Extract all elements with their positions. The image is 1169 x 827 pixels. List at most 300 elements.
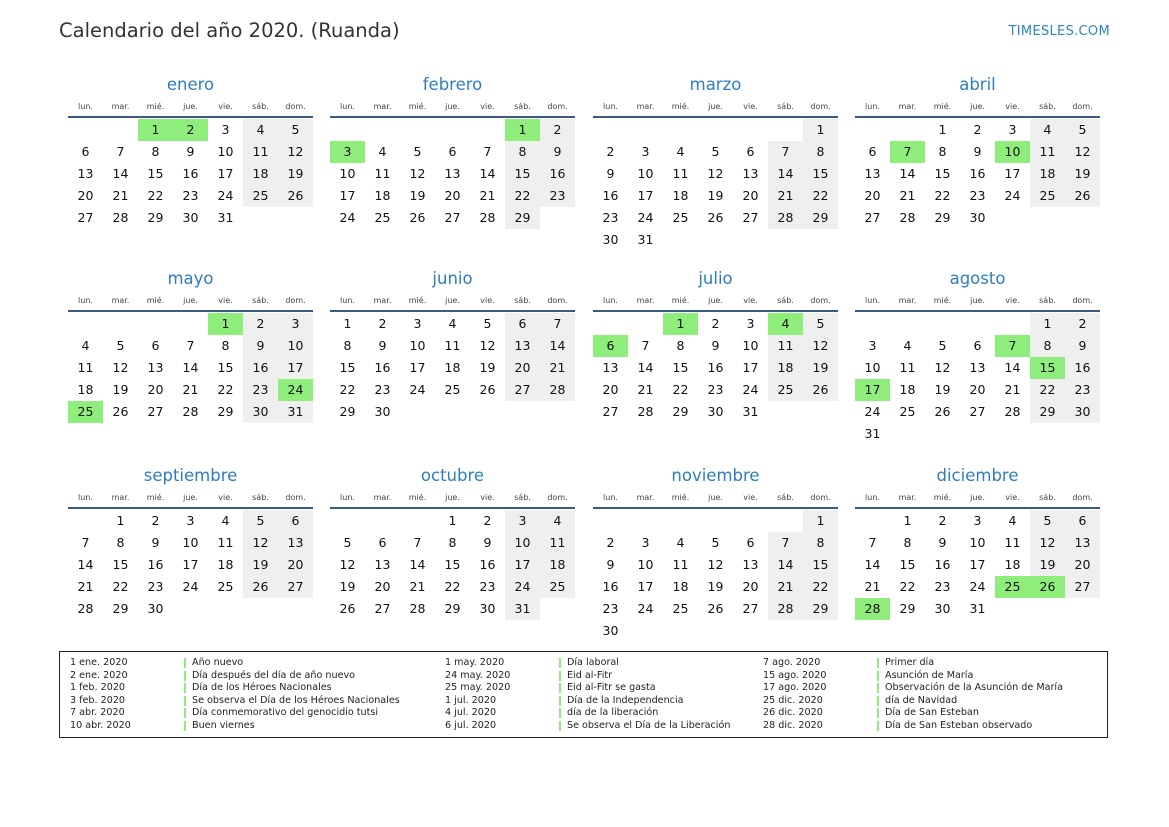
day-cell[interactable]: 20 xyxy=(374,579,391,594)
holiday-day-cell[interactable]: 10 xyxy=(995,141,1030,163)
day-cell[interactable]: 5 xyxy=(413,144,422,159)
day-cell[interactable]: 12 xyxy=(409,166,426,181)
day-cell[interactable]: 9 xyxy=(378,338,387,353)
day-cell[interactable]: 3 xyxy=(413,316,422,331)
day-cell[interactable]: 12 xyxy=(1030,532,1065,554)
day-cell[interactable]: 27 xyxy=(864,210,881,225)
day-cell[interactable]: 14 xyxy=(540,335,575,357)
day-cell[interactable]: 26 xyxy=(409,210,426,225)
day-cell[interactable]: 7 xyxy=(641,338,650,353)
day-cell[interactable]: 17 xyxy=(637,579,654,594)
day-cell[interactable]: 12 xyxy=(803,335,838,357)
day-cell[interactable]: 6 xyxy=(746,144,755,159)
day-cell[interactable]: 23 xyxy=(969,188,986,203)
day-cell[interactable]: 25 xyxy=(217,579,234,594)
day-cell[interactable]: 29 xyxy=(803,207,838,229)
day-cell[interactable]: 29 xyxy=(339,404,356,419)
day-cell[interactable]: 5 xyxy=(243,510,278,532)
day-cell[interactable]: 18 xyxy=(1030,163,1065,185)
day-cell[interactable]: 26 xyxy=(934,404,951,419)
day-cell[interactable]: 11 xyxy=(1004,535,1021,550)
day-cell[interactable]: 12 xyxy=(707,166,724,181)
day-cell[interactable]: 8 xyxy=(151,144,160,159)
day-cell[interactable]: 6 xyxy=(278,510,313,532)
day-cell[interactable]: 2 xyxy=(1065,313,1100,335)
day-cell[interactable]: 7 xyxy=(768,141,803,163)
day-cell[interactable]: 31 xyxy=(637,232,654,247)
day-cell[interactable]: 16 xyxy=(1065,357,1100,379)
day-cell[interactable]: 8 xyxy=(676,338,685,353)
day-cell[interactable]: 24 xyxy=(182,579,199,594)
day-cell[interactable]: 9 xyxy=(973,144,982,159)
day-cell[interactable]: 23 xyxy=(1065,379,1100,401)
day-cell[interactable]: 22 xyxy=(934,188,951,203)
day-cell[interactable]: 6 xyxy=(746,535,755,550)
day-cell[interactable]: 18 xyxy=(899,382,916,397)
day-cell[interactable]: 23 xyxy=(602,601,619,616)
day-cell[interactable]: 1 xyxy=(803,510,838,532)
day-cell[interactable]: 15 xyxy=(112,557,129,572)
day-cell[interactable]: 9 xyxy=(1065,335,1100,357)
day-cell[interactable]: 26 xyxy=(278,185,313,207)
day-cell[interactable]: 22 xyxy=(147,188,164,203)
day-cell[interactable]: 10 xyxy=(864,360,881,375)
day-cell[interactable]: 28 xyxy=(637,404,654,419)
day-cell[interactable]: 14 xyxy=(899,166,916,181)
day-cell[interactable]: 9 xyxy=(151,535,160,550)
day-cell[interactable]: 17 xyxy=(182,557,199,572)
day-cell[interactable]: 22 xyxy=(803,576,838,598)
day-cell[interactable]: 15 xyxy=(147,166,164,181)
day-cell[interactable]: 21 xyxy=(479,188,496,203)
day-cell[interactable]: 21 xyxy=(77,579,94,594)
holiday-day-cell[interactable]: 7 xyxy=(890,141,925,163)
day-cell[interactable]: 13 xyxy=(374,557,391,572)
day-cell[interactable]: 31 xyxy=(864,426,881,441)
day-cell[interactable]: 19 xyxy=(278,163,313,185)
day-cell[interactable]: 7 xyxy=(768,532,803,554)
day-cell[interactable]: 30 xyxy=(147,601,164,616)
day-cell[interactable]: 26 xyxy=(707,601,724,616)
day-cell[interactable]: 19 xyxy=(934,382,951,397)
day-cell[interactable]: 15 xyxy=(803,554,838,576)
day-cell[interactable]: 11 xyxy=(768,335,803,357)
day-cell[interactable]: 28 xyxy=(540,379,575,401)
day-cell[interactable]: 26 xyxy=(112,404,129,419)
day-cell[interactable]: 1 xyxy=(1030,313,1065,335)
day-cell[interactable]: 6 xyxy=(378,535,387,550)
day-cell[interactable]: 13 xyxy=(742,166,759,181)
day-cell[interactable]: 8 xyxy=(343,338,352,353)
day-cell[interactable]: 19 xyxy=(707,188,724,203)
day-cell[interactable]: 13 xyxy=(742,557,759,572)
day-cell[interactable]: 15 xyxy=(217,360,234,375)
day-cell[interactable]: 14 xyxy=(409,557,426,572)
day-cell[interactable]: 17 xyxy=(969,557,986,572)
day-cell[interactable]: 24 xyxy=(339,210,356,225)
day-cell[interactable]: 27 xyxy=(505,379,540,401)
day-cell[interactable]: 23 xyxy=(707,382,724,397)
day-cell[interactable]: 16 xyxy=(707,360,724,375)
day-cell[interactable]: 30 xyxy=(602,232,619,247)
day-cell[interactable]: 21 xyxy=(899,188,916,203)
day-cell[interactable]: 14 xyxy=(182,360,199,375)
day-cell[interactable]: 11 xyxy=(217,535,234,550)
day-cell[interactable]: 19 xyxy=(707,579,724,594)
day-cell[interactable]: 2 xyxy=(540,119,575,141)
day-cell[interactable]: 19 xyxy=(243,554,278,576)
day-cell[interactable]: 16 xyxy=(147,557,164,572)
day-cell[interactable]: 10 xyxy=(742,338,759,353)
day-cell[interactable]: 21 xyxy=(112,188,129,203)
day-cell[interactable]: 8 xyxy=(803,532,838,554)
day-cell[interactable]: 6 xyxy=(868,144,877,159)
day-cell[interactable]: 21 xyxy=(1004,382,1021,397)
day-cell[interactable]: 13 xyxy=(444,166,461,181)
day-cell[interactable]: 12 xyxy=(707,557,724,572)
holiday-day-cell[interactable]: 17 xyxy=(855,379,890,401)
day-cell[interactable]: 15 xyxy=(899,557,916,572)
day-cell[interactable]: 16 xyxy=(374,360,391,375)
day-cell[interactable]: 18 xyxy=(1004,557,1021,572)
day-cell[interactable]: 27 xyxy=(278,576,313,598)
day-cell[interactable]: 20 xyxy=(147,382,164,397)
day-cell[interactable]: 24 xyxy=(409,382,426,397)
day-cell[interactable]: 20 xyxy=(77,188,94,203)
day-cell[interactable]: 9 xyxy=(540,141,575,163)
day-cell[interactable]: 8 xyxy=(803,141,838,163)
day-cell[interactable]: 2 xyxy=(378,316,387,331)
day-cell[interactable]: 6 xyxy=(973,338,982,353)
day-cell[interactable]: 9 xyxy=(606,166,615,181)
day-cell[interactable]: 25 xyxy=(672,601,689,616)
day-cell[interactable]: 27 xyxy=(742,601,759,616)
day-cell[interactable]: 1 xyxy=(343,316,352,331)
day-cell[interactable]: 20 xyxy=(742,579,759,594)
holiday-day-cell[interactable]: 1 xyxy=(505,119,540,141)
holiday-day-cell[interactable]: 3 xyxy=(330,141,365,163)
day-cell[interactable]: 21 xyxy=(768,185,803,207)
day-cell[interactable]: 15 xyxy=(444,557,461,572)
holiday-day-cell[interactable]: 1 xyxy=(208,313,243,335)
day-cell[interactable]: 16 xyxy=(540,163,575,185)
day-cell[interactable]: 19 xyxy=(803,357,838,379)
day-cell[interactable]: 13 xyxy=(77,166,94,181)
day-cell[interactable]: 28 xyxy=(1004,404,1021,419)
day-cell[interactable]: 27 xyxy=(602,404,619,419)
day-cell[interactable]: 14 xyxy=(479,166,496,181)
day-cell[interactable]: 6 xyxy=(505,313,540,335)
day-cell[interactable]: 7 xyxy=(868,535,877,550)
day-cell[interactable]: 6 xyxy=(151,338,160,353)
day-cell[interactable]: 27 xyxy=(1065,576,1100,598)
day-cell[interactable]: 27 xyxy=(444,210,461,225)
day-cell[interactable]: 28 xyxy=(479,210,496,225)
day-cell[interactable]: 28 xyxy=(182,404,199,419)
day-cell[interactable]: 11 xyxy=(672,166,689,181)
day-cell[interactable]: 13 xyxy=(602,360,619,375)
day-cell[interactable]: 19 xyxy=(1030,554,1065,576)
day-cell[interactable]: 28 xyxy=(768,598,803,620)
day-cell[interactable]: 9 xyxy=(483,535,492,550)
day-cell[interactable]: 7 xyxy=(186,338,195,353)
day-cell[interactable]: 18 xyxy=(243,163,278,185)
day-cell[interactable]: 10 xyxy=(217,144,234,159)
day-cell[interactable]: 5 xyxy=(711,535,720,550)
day-cell[interactable]: 4 xyxy=(1030,119,1065,141)
day-cell[interactable]: 29 xyxy=(1030,401,1065,423)
day-cell[interactable]: 22 xyxy=(505,185,540,207)
day-cell[interactable]: 26 xyxy=(339,601,356,616)
day-cell[interactable]: 23 xyxy=(479,579,496,594)
day-cell[interactable]: 31 xyxy=(505,598,540,620)
day-cell[interactable]: 3 xyxy=(505,510,540,532)
day-cell[interactable]: 8 xyxy=(505,141,540,163)
holiday-day-cell[interactable]: 15 xyxy=(1030,357,1065,379)
day-cell[interactable]: 3 xyxy=(641,535,650,550)
day-cell[interactable]: 28 xyxy=(112,210,129,225)
day-cell[interactable]: 10 xyxy=(339,166,356,181)
day-cell[interactable]: 27 xyxy=(147,404,164,419)
day-cell[interactable]: 19 xyxy=(339,579,356,594)
day-cell[interactable]: 11 xyxy=(672,557,689,572)
day-cell[interactable]: 13 xyxy=(1065,532,1100,554)
day-cell[interactable]: 12 xyxy=(112,360,129,375)
day-cell[interactable]: 1 xyxy=(116,513,125,528)
day-cell[interactable]: 30 xyxy=(602,623,619,638)
day-cell[interactable]: 22 xyxy=(112,579,129,594)
day-cell[interactable]: 27 xyxy=(969,404,986,419)
day-cell[interactable]: 2 xyxy=(973,122,982,137)
day-cell[interactable]: 11 xyxy=(374,166,391,181)
day-cell[interactable]: 20 xyxy=(1065,554,1100,576)
day-cell[interactable]: 8 xyxy=(116,535,125,550)
day-cell[interactable]: 14 xyxy=(112,166,129,181)
day-cell[interactable]: 17 xyxy=(409,360,426,375)
day-cell[interactable]: 19 xyxy=(409,188,426,203)
day-cell[interactable]: 3 xyxy=(973,513,982,528)
day-cell[interactable]: 19 xyxy=(1065,163,1100,185)
day-cell[interactable]: 4 xyxy=(903,338,912,353)
day-cell[interactable]: 14 xyxy=(637,360,654,375)
day-cell[interactable]: 3 xyxy=(278,313,313,335)
day-cell[interactable]: 9 xyxy=(938,535,947,550)
day-cell[interactable]: 25 xyxy=(899,404,916,419)
day-cell[interactable]: 17 xyxy=(217,166,234,181)
day-cell[interactable]: 5 xyxy=(1030,510,1065,532)
day-cell[interactable]: 29 xyxy=(505,207,540,229)
holiday-day-cell[interactable]: 2 xyxy=(173,119,208,141)
day-cell[interactable]: 20 xyxy=(602,382,619,397)
day-cell[interactable]: 13 xyxy=(969,360,986,375)
holiday-day-cell[interactable]: 28 xyxy=(855,598,890,620)
day-cell[interactable]: 31 xyxy=(217,210,234,225)
day-cell[interactable]: 3 xyxy=(641,144,650,159)
day-cell[interactable]: 21 xyxy=(768,576,803,598)
day-cell[interactable]: 5 xyxy=(483,316,492,331)
day-cell[interactable]: 20 xyxy=(864,188,881,203)
day-cell[interactable]: 4 xyxy=(676,144,685,159)
day-cell[interactable]: 25 xyxy=(672,210,689,225)
day-cell[interactable]: 21 xyxy=(182,382,199,397)
day-cell[interactable]: 18 xyxy=(768,357,803,379)
day-cell[interactable]: 23 xyxy=(182,188,199,203)
day-cell[interactable]: 10 xyxy=(278,335,313,357)
day-cell[interactable]: 11 xyxy=(77,360,94,375)
day-cell[interactable]: 2 xyxy=(938,513,947,528)
day-cell[interactable]: 26 xyxy=(803,379,838,401)
day-cell[interactable]: 5 xyxy=(343,535,352,550)
day-cell[interactable]: 22 xyxy=(339,382,356,397)
holiday-day-cell[interactable]: 7 xyxy=(995,335,1030,357)
day-cell[interactable]: 4 xyxy=(448,316,457,331)
day-cell[interactable]: 13 xyxy=(864,166,881,181)
day-cell[interactable]: 30 xyxy=(182,210,199,225)
day-cell[interactable]: 21 xyxy=(637,382,654,397)
day-cell[interactable]: 30 xyxy=(1065,401,1100,423)
day-cell[interactable]: 13 xyxy=(505,335,540,357)
day-cell[interactable]: 23 xyxy=(243,379,278,401)
day-cell[interactable]: 1 xyxy=(803,119,838,141)
day-cell[interactable]: 25 xyxy=(540,576,575,598)
holiday-day-cell[interactable]: 25 xyxy=(68,401,103,423)
day-cell[interactable]: 29 xyxy=(899,601,916,616)
day-cell[interactable]: 4 xyxy=(221,513,230,528)
day-cell[interactable]: 21 xyxy=(409,579,426,594)
day-cell[interactable]: 6 xyxy=(81,144,90,159)
day-cell[interactable]: 2 xyxy=(151,513,160,528)
day-cell[interactable]: 17 xyxy=(742,360,759,375)
day-cell[interactable]: 1 xyxy=(938,122,947,137)
day-cell[interactable]: 27 xyxy=(77,210,94,225)
day-cell[interactable]: 26 xyxy=(1065,185,1100,207)
day-cell[interactable]: 29 xyxy=(444,601,461,616)
day-cell[interactable]: 22 xyxy=(217,382,234,397)
day-cell[interactable]: 29 xyxy=(112,601,129,616)
day-cell[interactable]: 28 xyxy=(409,601,426,616)
day-cell[interactable]: 16 xyxy=(479,557,496,572)
day-cell[interactable]: 23 xyxy=(374,382,391,397)
day-cell[interactable]: 5 xyxy=(116,338,125,353)
day-cell[interactable]: 24 xyxy=(864,404,881,419)
day-cell[interactable]: 18 xyxy=(374,188,391,203)
day-cell[interactable]: 10 xyxy=(637,557,654,572)
day-cell[interactable]: 31 xyxy=(969,601,986,616)
day-cell[interactable]: 27 xyxy=(374,601,391,616)
day-cell[interactable]: 1 xyxy=(903,513,912,528)
day-cell[interactable]: 23 xyxy=(934,579,951,594)
day-cell[interactable]: 24 xyxy=(217,188,234,203)
day-cell[interactable]: 4 xyxy=(540,510,575,532)
day-cell[interactable]: 29 xyxy=(672,404,689,419)
day-cell[interactable]: 29 xyxy=(147,210,164,225)
day-cell[interactable]: 21 xyxy=(540,357,575,379)
day-cell[interactable]: 6 xyxy=(448,144,457,159)
day-cell[interactable]: 23 xyxy=(147,579,164,594)
day-cell[interactable]: 22 xyxy=(803,185,838,207)
holiday-day-cell[interactable]: 25 xyxy=(995,576,1030,598)
day-cell[interactable]: 5 xyxy=(938,338,947,353)
day-cell[interactable]: 7 xyxy=(483,144,492,159)
day-cell[interactable]: 10 xyxy=(505,532,540,554)
holiday-day-cell[interactable]: 6 xyxy=(593,335,628,357)
holiday-day-cell[interactable]: 1 xyxy=(663,313,698,335)
day-cell[interactable]: 10 xyxy=(409,338,426,353)
day-cell[interactable]: 2 xyxy=(483,513,492,528)
day-cell[interactable]: 3 xyxy=(186,513,195,528)
day-cell[interactable]: 2 xyxy=(711,316,720,331)
day-cell[interactable]: 13 xyxy=(147,360,164,375)
day-cell[interactable]: 18 xyxy=(217,557,234,572)
day-cell[interactable]: 3 xyxy=(746,316,755,331)
day-cell[interactable]: 16 xyxy=(602,188,619,203)
day-cell[interactable]: 28 xyxy=(77,601,94,616)
day-cell[interactable]: 17 xyxy=(505,554,540,576)
day-cell[interactable]: 8 xyxy=(938,144,947,159)
day-cell[interactable]: 30 xyxy=(479,601,496,616)
day-cell[interactable]: 24 xyxy=(637,210,654,225)
day-cell[interactable]: 26 xyxy=(479,382,496,397)
day-cell[interactable]: 17 xyxy=(339,188,356,203)
day-cell[interactable]: 4 xyxy=(1008,513,1017,528)
day-cell[interactable]: 27 xyxy=(742,210,759,225)
day-cell[interactable]: 17 xyxy=(1004,166,1021,181)
day-cell[interactable]: 16 xyxy=(182,166,199,181)
day-cell[interactable]: 4 xyxy=(378,144,387,159)
day-cell[interactable]: 21 xyxy=(864,579,881,594)
day-cell[interactable]: 17 xyxy=(278,357,313,379)
day-cell[interactable]: 17 xyxy=(637,188,654,203)
day-cell[interactable]: 10 xyxy=(182,535,199,550)
day-cell[interactable]: 18 xyxy=(77,382,94,397)
day-cell[interactable]: 22 xyxy=(1030,379,1065,401)
day-cell[interactable]: 18 xyxy=(672,579,689,594)
day-cell[interactable]: 12 xyxy=(934,360,951,375)
day-cell[interactable]: 24 xyxy=(1004,188,1021,203)
day-cell[interactable]: 20 xyxy=(969,382,986,397)
day-cell[interactable]: 7 xyxy=(116,144,125,159)
day-cell[interactable]: 16 xyxy=(243,357,278,379)
brand-logo[interactable]: TIMESLES.COM xyxy=(1008,24,1110,39)
day-cell[interactable]: 1 xyxy=(448,513,457,528)
day-cell[interactable]: 7 xyxy=(540,313,575,335)
day-cell[interactable]: 14 xyxy=(1004,360,1021,375)
day-cell[interactable]: 25 xyxy=(374,210,391,225)
day-cell[interactable]: 24 xyxy=(742,382,759,397)
day-cell[interactable]: 12 xyxy=(243,532,278,554)
day-cell[interactable]: 7 xyxy=(81,535,90,550)
day-cell[interactable]: 9 xyxy=(606,557,615,572)
day-cell[interactable]: 30 xyxy=(243,401,278,423)
day-cell[interactable]: 13 xyxy=(278,532,313,554)
day-cell[interactable]: 15 xyxy=(803,163,838,185)
day-cell[interactable]: 18 xyxy=(444,360,461,375)
day-cell[interactable]: 24 xyxy=(969,579,986,594)
day-cell[interactable]: 6 xyxy=(1065,510,1100,532)
day-cell[interactable]: 11 xyxy=(540,532,575,554)
day-cell[interactable]: 9 xyxy=(186,144,195,159)
day-cell[interactable]: 23 xyxy=(540,185,575,207)
day-cell[interactable]: 8 xyxy=(448,535,457,550)
day-cell[interactable]: 29 xyxy=(934,210,951,225)
day-cell[interactable]: 14 xyxy=(768,554,803,576)
holiday-day-cell[interactable]: 26 xyxy=(1030,576,1065,598)
day-cell[interactable]: 4 xyxy=(81,338,90,353)
day-cell[interactable]: 11 xyxy=(1030,141,1065,163)
day-cell[interactable]: 11 xyxy=(899,360,916,375)
day-cell[interactable]: 9 xyxy=(243,335,278,357)
day-cell[interactable]: 12 xyxy=(479,338,496,353)
